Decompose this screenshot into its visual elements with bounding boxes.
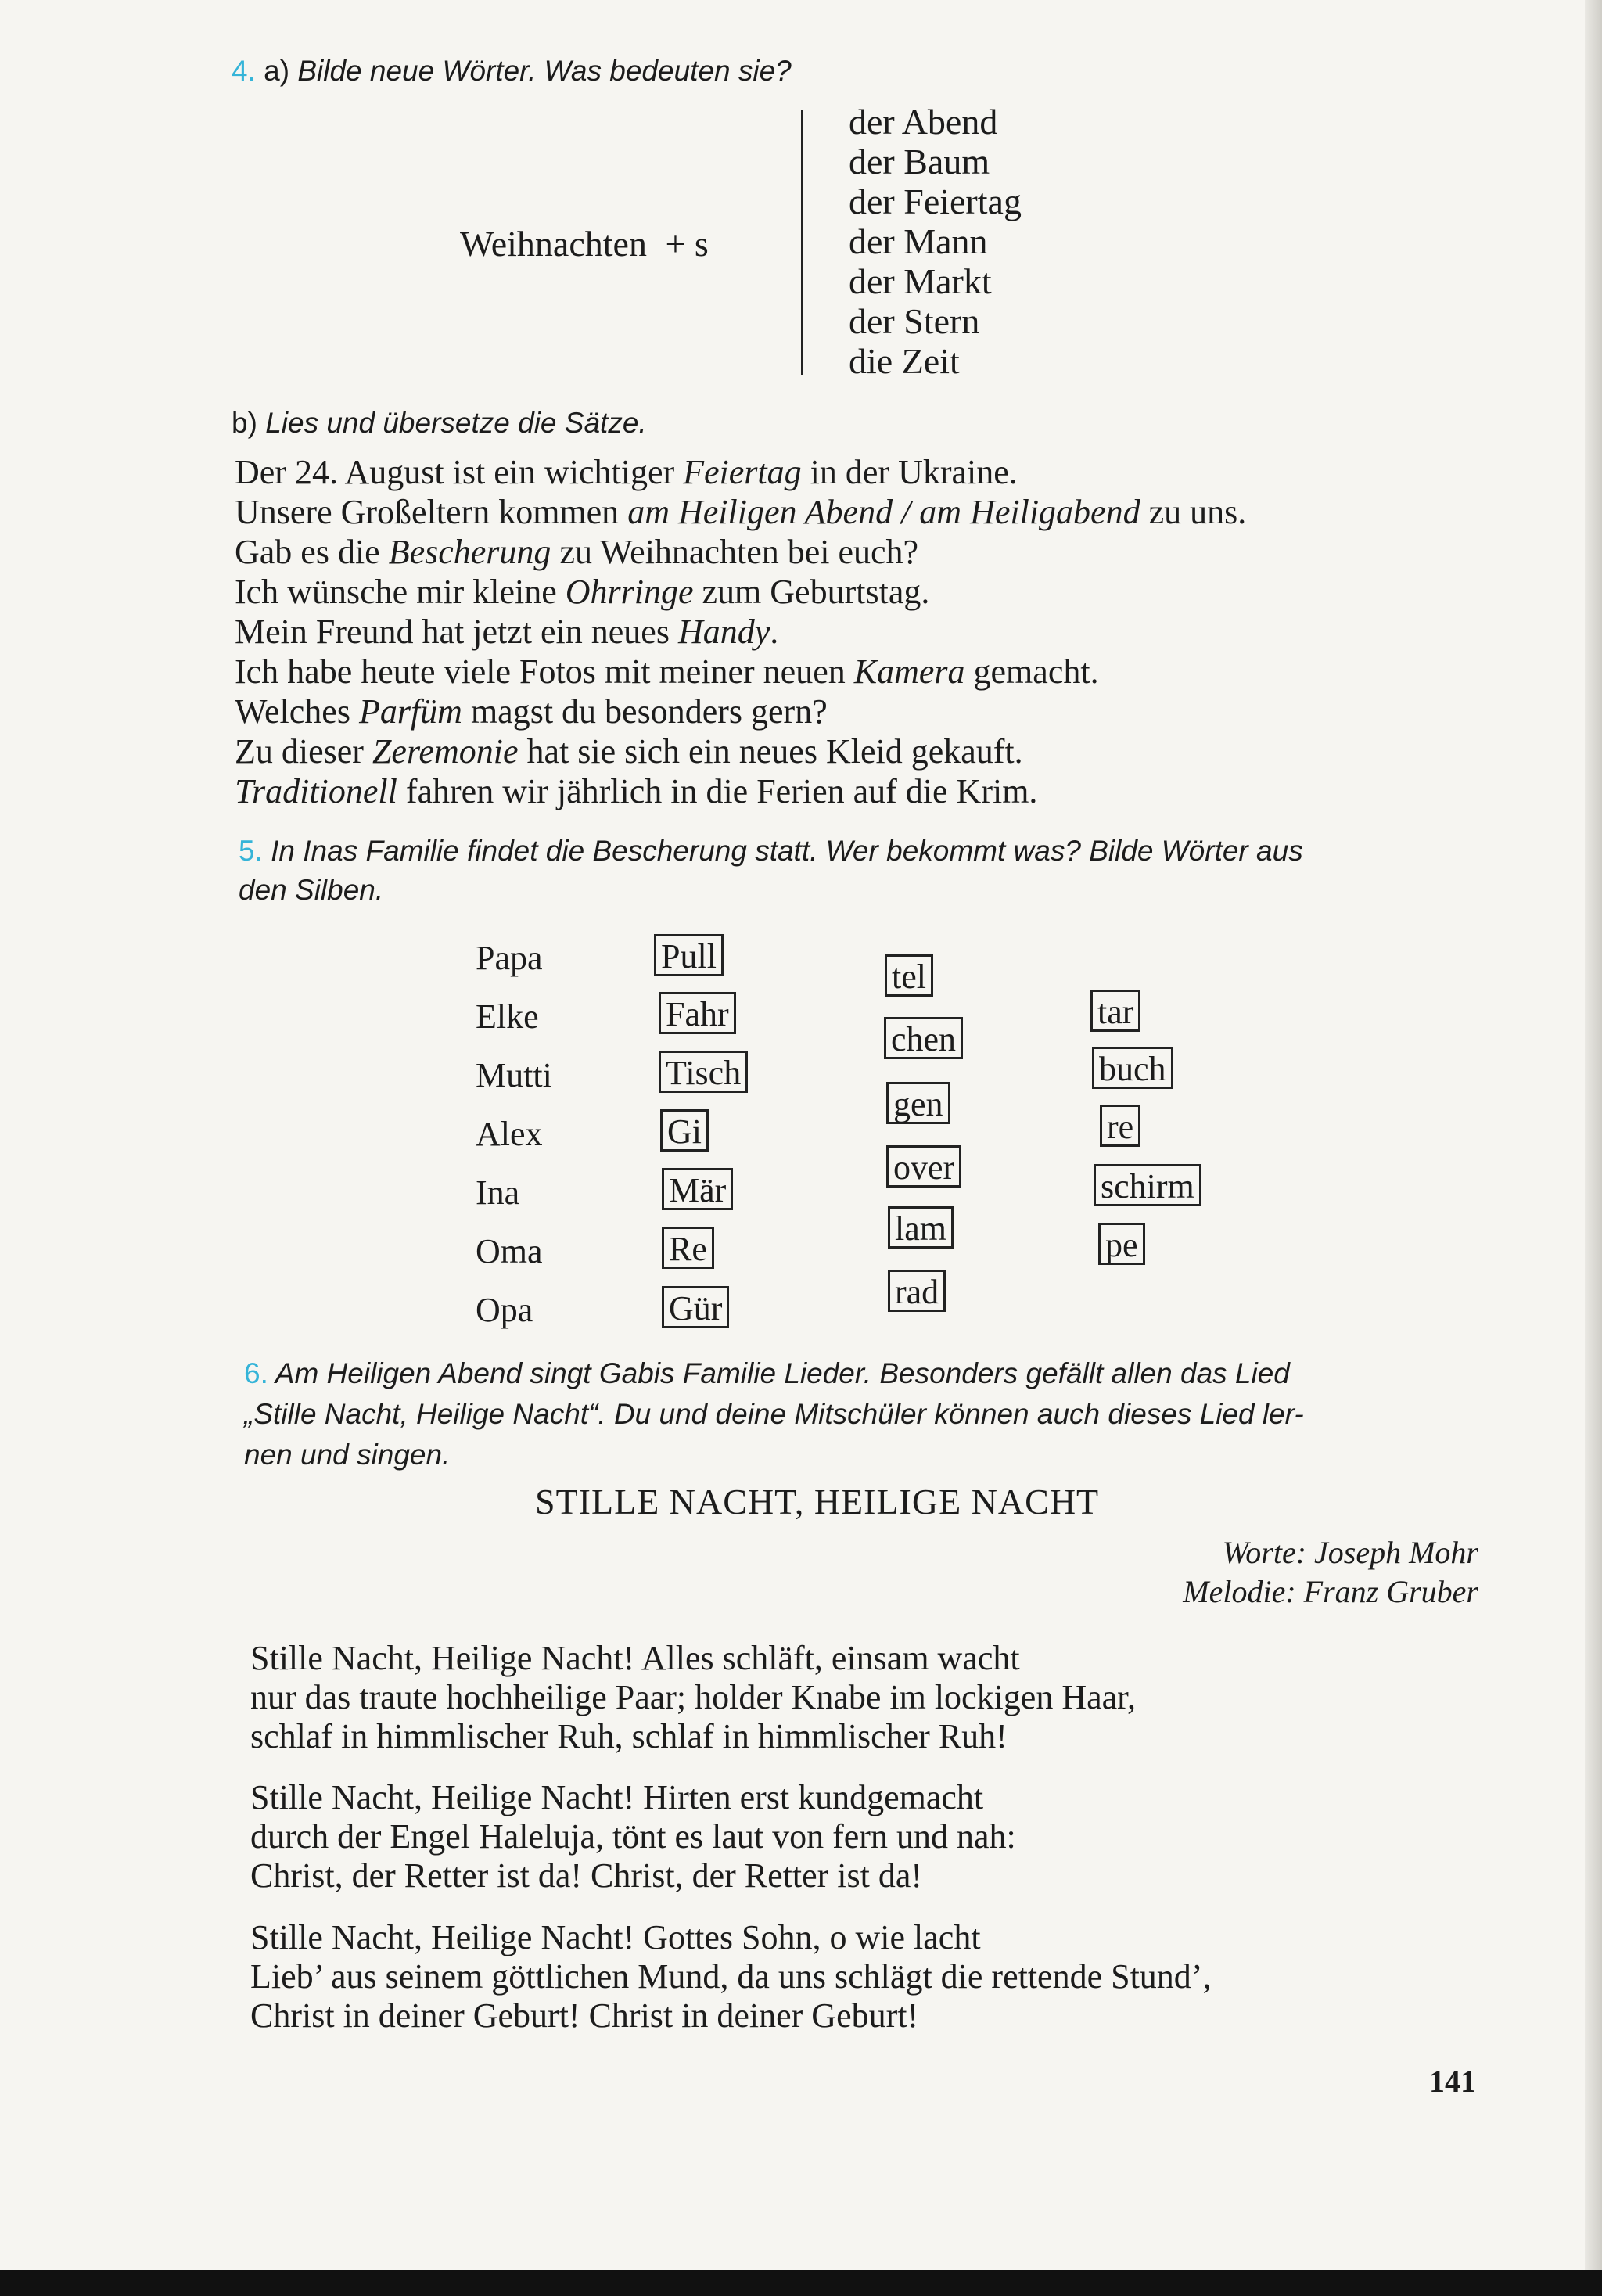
compound-word-item: der Mann [849,221,988,261]
bracket-line [801,110,803,375]
sentence-line [235,572,1246,612]
stanza-line: durch der Engel Haleluja, tönt es laut von fern und nah: [250,1817,1016,1856]
syllable-box-col2: over [886,1145,961,1188]
highlighted-word: Bescherung [388,533,551,571]
credit-melody: Melodie: Franz Gruber [1183,1574,1478,1609]
syllable-box-col2: gen [886,1082,950,1124]
sentence-line [235,612,1246,652]
sentence-line [235,731,1246,771]
sentence-line [235,652,1246,692]
sentence-text: fahren wir jährlich in die Ferien auf die Krim. [397,772,1038,810]
sentence-line [235,532,1246,572]
song-title: STILLE NACHT, HEILIGE NACHT [535,1482,1100,1522]
plus-s: + s [665,224,709,264]
ex6-instruction-line2: „Stille Nacht, Heilige Nacht“. Du und deine Mitschüler können auch dieses Lied ler- [244,1398,1304,1430]
base-word: Weihnachten [460,224,647,264]
syllable-box-col1: Gi [660,1109,709,1152]
sentence-text: Ich habe heute viele Fotos mit meiner neuen [235,652,854,691]
stanza-line: Stille Nacht, Heilige Nacht! Hirten erst kundgemacht [250,1778,984,1816]
compound-word-item: der Feiertag [849,181,1022,221]
sentence-text: Unsere Großeltern kommen [235,493,628,531]
sentence-line [235,771,1246,811]
syllable-box-col1: Mär [662,1168,733,1210]
sentence-text: magst du besonders gern? [462,692,828,731]
sentence-text: hat sie sich ein neues Kleid gekauft. [518,732,1023,771]
family-member-name: Papa [476,939,543,977]
family-member-name: Alex [476,1115,543,1153]
ex6-instruction-line3: nen und singen. [244,1439,451,1471]
sentence-line [235,452,1246,492]
ex4-b-prefix: b) [232,407,257,439]
compound-word-item: der Markt [849,261,992,301]
ex6-header [244,1353,1304,1475]
stanza-2 [250,1778,1016,1895]
highlighted-word: am Heiligen Abend / am Heiligabend [627,493,1140,531]
sentence-text: in der Ukraine. [801,453,1018,491]
family-member-name: Opa [476,1291,533,1329]
sentence-text: Zu dieser [235,732,372,771]
highlighted-word: Handy [677,613,770,651]
sentence-text: Ich wünsche mir kleine [235,573,566,611]
sentence-text: Mein Freund hat jetzt ein neues [235,613,678,651]
sentence-text: zu Weihnachten bei euch? [551,533,919,571]
syllable-box-col3: tar [1090,990,1140,1032]
compound-word-item: der Baum [849,142,990,181]
ex4-base-word [460,223,709,264]
ex4-b-header [232,407,647,440]
stanza-3 [250,1918,1211,2035]
sentence-text: . [770,613,779,651]
stanza-1 [250,1639,1136,1756]
syllable-box-col2: chen [884,1017,963,1059]
syllable-box-col2: tel [885,954,933,997]
syllable-box-col3: pe [1098,1223,1145,1265]
sentence-text: zu uns. [1140,493,1247,531]
ex4-sentences [235,452,1246,811]
scan-bottom-border [0,2270,1602,2296]
sentence-text: Der 24. August ist ein wichtiger [235,453,684,491]
ex5-instruction-line1: In Inas Familie findet die Bescherung statt. Wer bekommt was? Bilde Wörter aus [271,835,1303,867]
stanza-line: nur das traute hochheilige Paar; holder Knabe im lockigen Haar, [250,1678,1137,1716]
sentence-text: zum Geburtstag. [693,573,930,611]
credit-lyrics: Worte: Joseph Mohr [1222,1535,1478,1570]
ex4-number: 4. [232,55,256,87]
sentence-line [235,492,1246,532]
sentence-text: Gab es die [235,533,389,571]
highlighted-word: Feiertag [683,453,802,491]
ex4-b-instruction: Lies und übersetze die Sätze. [265,407,647,439]
highlighted-word: Parfüm [358,692,462,731]
highlighted-word: Kamera [853,652,965,691]
ex6-instruction-line1: Am Heiligen Abend singt Gabis Familie Lieder. Besonders gefällt allen das Lied [275,1357,1290,1389]
stanza-line: Stille Nacht, Heilige Nacht! Gottes Sohn, o wie lacht [250,1918,981,1956]
syllable-box-col3: schirm [1094,1164,1202,1206]
ex4-word-list [849,102,1022,381]
ex5-names [476,929,552,1339]
syllable-box-col1: Gür [662,1286,729,1328]
ex5-instruction-line2: den Silben. [239,874,384,906]
stanza-line: Christ, der Retter ist da! Christ, der Retter ist da! [250,1856,923,1895]
page-number: 141 [1429,2064,1476,2099]
highlighted-word: Traditionell [235,772,397,810]
syllable-box-col1: Tisch [659,1051,748,1093]
ex4-a-instruction: Bilde neue Wörter. Was bedeuten sie? [297,55,792,87]
sentence-text: Welches [235,692,359,731]
syllable-box-col1: Fahr [659,992,736,1034]
song-credits [1183,1533,1478,1612]
compound-word-item: der Stern [849,301,980,341]
ex4-header [232,55,792,88]
page-edge-shadow [1585,0,1602,2296]
syllable-box-col3: buch [1092,1047,1173,1089]
syllable-box-col1: Pull [654,934,724,976]
family-member-name: Elke [476,997,539,1036]
sentence-line [235,692,1246,731]
family-member-name: Mutti [476,1056,552,1094]
compound-word-item: die Zeit [849,341,960,381]
syllable-box-col3: re [1100,1105,1140,1147]
compound-word-item: der Abend [849,102,998,142]
ex5-line1 [239,832,1303,871]
highlighted-word: Zeremonie [372,732,519,771]
stanza-line: Stille Nacht, Heilige Nacht! Alles schläft, einsam wacht [250,1639,1020,1677]
syllable-box-col1: Re [662,1227,714,1269]
syllable-box-col2: lam [888,1206,954,1249]
sentence-text: gemacht. [964,652,1099,691]
ex5-header [239,832,1303,910]
ex6-line1 [244,1353,1304,1394]
stanza-line: schlaf in himmlischer Ruh, schlaf in himmlischer Ruh! [250,1717,1008,1755]
ex4-a-prefix: a) [264,55,290,87]
syllable-box-col2: rad [888,1270,946,1312]
family-member-name: Oma [476,1232,543,1270]
highlighted-word: Ohrringe [565,573,694,611]
stanza-line: Lieb’ aus seinem göttlichen Mund, da uns schlägt die rettende Stund’, [250,1957,1212,1996]
stanza-line: Christ in deiner Geburt! Christ in deiner Geburt! [250,1996,919,2035]
ex5-number: 5. [239,835,263,867]
ex6-number: 6. [244,1357,268,1389]
family-member-name: Ina [476,1173,520,1212]
